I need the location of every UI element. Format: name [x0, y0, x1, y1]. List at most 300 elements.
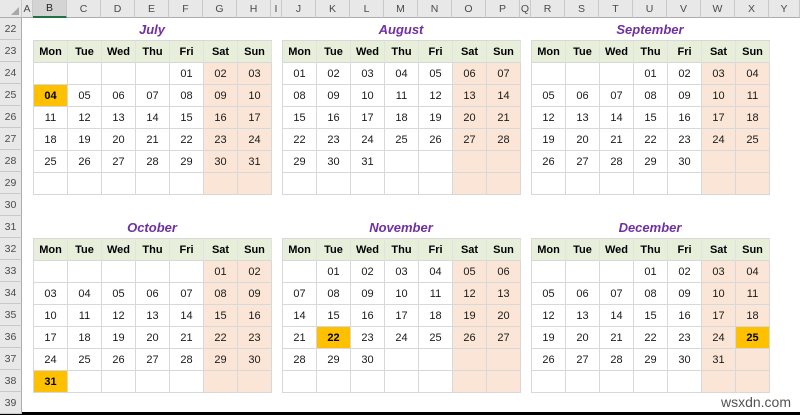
column-header-G[interactable]: G: [203, 0, 237, 18]
date-cell[interactable]: [453, 349, 487, 371]
date-cell[interactable]: 07: [283, 283, 317, 305]
date-cell[interactable]: 23: [668, 327, 702, 349]
date-cell[interactable]: [102, 173, 136, 195]
date-cell[interactable]: [532, 371, 566, 393]
date-cell[interactable]: [385, 173, 419, 195]
date-cell[interactable]: 02: [317, 63, 351, 85]
date-cell[interactable]: 02: [668, 261, 702, 283]
date-cell[interactable]: 23: [668, 129, 702, 151]
day-header-cell[interactable]: Mon: [283, 41, 317, 63]
day-header-cell[interactable]: Sat: [453, 41, 487, 63]
date-cell[interactable]: 26: [68, 151, 102, 173]
day-header-cell[interactable]: Sun: [238, 239, 272, 261]
date-cell[interactable]: 15: [283, 107, 317, 129]
row-header-25[interactable]: 25: [0, 84, 22, 106]
date-cell[interactable]: [668, 173, 702, 195]
column-header-D[interactable]: D: [101, 0, 135, 18]
date-cell[interactable]: [532, 173, 566, 195]
date-cell[interactable]: [453, 173, 487, 195]
date-cell[interactable]: 01: [170, 63, 204, 85]
date-cell[interactable]: 24: [34, 349, 68, 371]
date-cell[interactable]: [283, 261, 317, 283]
date-cell[interactable]: 10: [351, 85, 385, 107]
day-header-cell[interactable]: Sun: [736, 41, 770, 63]
date-cell[interactable]: [238, 371, 272, 393]
date-cell[interactable]: [68, 63, 102, 85]
date-cell[interactable]: 02: [238, 261, 272, 283]
date-cell[interactable]: [702, 151, 736, 173]
day-header-cell[interactable]: Wed: [102, 41, 136, 63]
date-cell[interactable]: [487, 151, 521, 173]
date-cell[interactable]: 04: [736, 261, 770, 283]
date-cell[interactable]: 11: [34, 107, 68, 129]
date-cell[interactable]: 27: [453, 129, 487, 151]
date-cell[interactable]: [136, 63, 170, 85]
column-header-E[interactable]: E: [135, 0, 169, 18]
date-cell[interactable]: 07: [600, 283, 634, 305]
row-header-38[interactable]: 38: [0, 370, 22, 392]
date-cell[interactable]: [385, 371, 419, 393]
date-cell[interactable]: 30: [668, 349, 702, 371]
day-header-cell[interactable]: Wed: [600, 41, 634, 63]
row-header-27[interactable]: 27: [0, 128, 22, 150]
day-header-cell[interactable]: Thu: [385, 41, 419, 63]
date-cell[interactable]: 30: [204, 151, 238, 173]
date-cell[interactable]: 11: [736, 85, 770, 107]
date-cell[interactable]: 14: [600, 107, 634, 129]
day-header-cell[interactable]: Sun: [736, 239, 770, 261]
date-cell[interactable]: 09: [351, 283, 385, 305]
day-header-cell[interactable]: Sat: [204, 239, 238, 261]
date-cell[interactable]: 09: [668, 283, 702, 305]
column-header-H[interactable]: H: [237, 0, 271, 18]
date-cell[interactable]: 28: [283, 349, 317, 371]
select-all-corner[interactable]: [0, 0, 22, 18]
date-cell[interactable]: 18: [385, 107, 419, 129]
column-header-X[interactable]: X: [735, 0, 769, 18]
month-title-december[interactable]: December: [618, 219, 682, 235]
date-cell[interactable]: 01: [204, 261, 238, 283]
date-cell[interactable]: 23: [317, 129, 351, 151]
date-cell[interactable]: 30: [351, 349, 385, 371]
date-cell[interactable]: 14: [283, 305, 317, 327]
date-cell[interactable]: 01: [634, 63, 668, 85]
date-cell[interactable]: 03: [34, 283, 68, 305]
date-cell[interactable]: 10: [702, 85, 736, 107]
date-cell[interactable]: 06: [136, 283, 170, 305]
date-cell[interactable]: 20: [566, 327, 600, 349]
date-cell[interactable]: [204, 371, 238, 393]
day-header-cell[interactable]: Mon: [532, 41, 566, 63]
day-header-cell[interactable]: Tue: [68, 239, 102, 261]
date-cell[interactable]: 18: [736, 107, 770, 129]
column-header-S[interactable]: S: [565, 0, 599, 18]
date-cell[interactable]: [487, 349, 521, 371]
month-title-october[interactable]: October: [127, 219, 177, 235]
date-cell[interactable]: [385, 349, 419, 371]
day-header-cell[interactable]: Wed: [351, 239, 385, 261]
date-cell[interactable]: 19: [419, 107, 453, 129]
date-cell[interactable]: 29: [204, 349, 238, 371]
column-header-J[interactable]: J: [282, 0, 316, 18]
date-cell[interactable]: 17: [702, 107, 736, 129]
date-cell[interactable]: 31: [702, 349, 736, 371]
date-cell[interactable]: 28: [600, 349, 634, 371]
date-cell[interactable]: 09: [204, 85, 238, 107]
date-cell[interactable]: 01: [317, 261, 351, 283]
date-cell[interactable]: [68, 261, 102, 283]
date-cell[interactable]: 05: [102, 283, 136, 305]
date-cell[interactable]: [487, 371, 521, 393]
date-cell[interactable]: 18: [736, 305, 770, 327]
row-header-24[interactable]: 24: [0, 62, 22, 84]
date-cell[interactable]: 15: [317, 305, 351, 327]
date-cell[interactable]: [566, 261, 600, 283]
date-cell[interactable]: 24: [351, 129, 385, 151]
date-cell[interactable]: 08: [283, 85, 317, 107]
date-cell[interactable]: 16: [204, 107, 238, 129]
date-cell[interactable]: 28: [600, 151, 634, 173]
date-cell-highlighted[interactable]: 25: [736, 327, 770, 349]
date-cell[interactable]: 01: [634, 261, 668, 283]
date-cell[interactable]: 25: [34, 151, 68, 173]
date-cell[interactable]: 02: [668, 63, 702, 85]
date-cell[interactable]: 12: [419, 85, 453, 107]
date-cell[interactable]: [68, 371, 102, 393]
date-cell[interactable]: 24: [702, 327, 736, 349]
date-cell[interactable]: [634, 173, 668, 195]
date-cell[interactable]: 26: [102, 349, 136, 371]
day-header-cell[interactable]: Fri: [668, 41, 702, 63]
date-cell[interactable]: 05: [453, 261, 487, 283]
date-cell[interactable]: 13: [453, 85, 487, 107]
date-cell[interactable]: 14: [600, 305, 634, 327]
date-cell[interactable]: 28: [487, 129, 521, 151]
row-header-32[interactable]: 32: [0, 238, 22, 260]
date-cell[interactable]: 14: [487, 85, 521, 107]
date-cell[interactable]: 29: [317, 349, 351, 371]
date-cell[interactable]: [170, 371, 204, 393]
date-cell[interactable]: 14: [170, 305, 204, 327]
day-header-cell[interactable]: Fri: [419, 41, 453, 63]
date-cell[interactable]: 15: [634, 107, 668, 129]
date-cell[interactable]: [736, 151, 770, 173]
date-cell[interactable]: 08: [170, 85, 204, 107]
day-header-cell[interactable]: Mon: [34, 41, 68, 63]
date-cell[interactable]: 19: [532, 129, 566, 151]
date-cell[interactable]: 21: [170, 327, 204, 349]
date-cell[interactable]: 05: [532, 283, 566, 305]
date-cell[interactable]: 22: [283, 129, 317, 151]
date-cell[interactable]: [532, 63, 566, 85]
column-header-F[interactable]: F: [169, 0, 203, 18]
date-cell-highlighted[interactable]: 04: [34, 85, 68, 107]
date-cell[interactable]: [419, 151, 453, 173]
day-header-cell[interactable]: Fri: [419, 239, 453, 261]
date-cell[interactable]: 21: [600, 327, 634, 349]
date-cell[interactable]: 26: [532, 151, 566, 173]
date-cell[interactable]: 26: [419, 129, 453, 151]
day-header-cell[interactable]: Wed: [351, 41, 385, 63]
date-cell[interactable]: 03: [702, 261, 736, 283]
day-header-cell[interactable]: Tue: [68, 41, 102, 63]
date-cell[interactable]: [136, 371, 170, 393]
date-cell[interactable]: 07: [600, 85, 634, 107]
day-header-cell[interactable]: Sun: [487, 239, 521, 261]
day-header-cell[interactable]: Tue: [566, 239, 600, 261]
date-cell[interactable]: [283, 173, 317, 195]
date-cell[interactable]: 25: [385, 129, 419, 151]
date-cell[interactable]: [102, 261, 136, 283]
date-cell[interactable]: [238, 173, 272, 195]
row-header-26[interactable]: 26: [0, 106, 22, 128]
date-cell[interactable]: 24: [385, 327, 419, 349]
date-cell[interactable]: 29: [283, 151, 317, 173]
day-header-cell[interactable]: Sat: [702, 41, 736, 63]
date-cell[interactable]: 10: [702, 283, 736, 305]
date-cell[interactable]: [317, 371, 351, 393]
date-cell[interactable]: 29: [634, 151, 668, 173]
date-cell[interactable]: 06: [487, 261, 521, 283]
date-cell[interactable]: 16: [668, 107, 702, 129]
day-header-cell[interactable]: Tue: [317, 41, 351, 63]
date-cell[interactable]: [702, 173, 736, 195]
date-cell[interactable]: [68, 173, 102, 195]
month-title-november[interactable]: November: [369, 219, 433, 235]
date-cell[interactable]: 03: [238, 63, 272, 85]
date-cell[interactable]: 22: [634, 129, 668, 151]
row-header-22[interactable]: 22: [0, 18, 22, 40]
date-cell[interactable]: 12: [453, 283, 487, 305]
date-cell[interactable]: 02: [204, 63, 238, 85]
row-header-33[interactable]: 33: [0, 260, 22, 282]
date-cell[interactable]: 12: [68, 107, 102, 129]
date-cell[interactable]: 21: [136, 129, 170, 151]
date-cell[interactable]: 23: [351, 327, 385, 349]
date-cell[interactable]: 28: [170, 349, 204, 371]
date-cell[interactable]: 10: [385, 283, 419, 305]
day-header-cell[interactable]: Thu: [634, 239, 668, 261]
day-header-cell[interactable]: Mon: [532, 239, 566, 261]
date-cell[interactable]: 11: [736, 283, 770, 305]
column-header-A[interactable]: A: [22, 0, 33, 18]
date-cell[interactable]: [600, 173, 634, 195]
date-cell[interactable]: 04: [385, 63, 419, 85]
date-cell[interactable]: 23: [204, 129, 238, 151]
date-cell[interactable]: 11: [419, 283, 453, 305]
date-cell[interactable]: 14: [136, 107, 170, 129]
date-cell[interactable]: 16: [317, 107, 351, 129]
date-cell[interactable]: [702, 371, 736, 393]
month-title-september[interactable]: September: [616, 21, 684, 37]
date-cell[interactable]: 05: [419, 63, 453, 85]
date-cell[interactable]: 05: [68, 85, 102, 107]
date-cell-highlighted[interactable]: 31: [34, 371, 68, 393]
date-cell[interactable]: 02: [351, 261, 385, 283]
date-cell[interactable]: 30: [238, 349, 272, 371]
date-cell[interactable]: 09: [668, 85, 702, 107]
date-cell[interactable]: [566, 63, 600, 85]
date-cell[interactable]: 11: [385, 85, 419, 107]
date-cell[interactable]: 17: [702, 305, 736, 327]
date-cell[interactable]: 20: [487, 305, 521, 327]
date-cell[interactable]: 25: [419, 327, 453, 349]
date-cell[interactable]: 08: [317, 283, 351, 305]
date-cell[interactable]: [668, 371, 702, 393]
date-cell[interactable]: 19: [102, 327, 136, 349]
date-cell[interactable]: 28: [136, 151, 170, 173]
date-cell[interactable]: [532, 261, 566, 283]
date-cell[interactable]: 17: [351, 107, 385, 129]
date-cell[interactable]: 12: [102, 305, 136, 327]
date-cell[interactable]: 18: [419, 305, 453, 327]
date-cell[interactable]: 13: [487, 283, 521, 305]
date-cell[interactable]: 23: [238, 327, 272, 349]
date-cell[interactable]: 20: [102, 129, 136, 151]
date-cell[interactable]: 06: [566, 85, 600, 107]
date-cell[interactable]: 07: [487, 63, 521, 85]
column-header-N[interactable]: N: [418, 0, 452, 18]
day-header-cell[interactable]: Fri: [170, 239, 204, 261]
date-cell[interactable]: 05: [532, 85, 566, 107]
row-header-37[interactable]: 37: [0, 348, 22, 370]
day-header-cell[interactable]: Thu: [136, 41, 170, 63]
date-cell[interactable]: 06: [102, 85, 136, 107]
day-header-cell[interactable]: Sat: [204, 41, 238, 63]
date-cell[interactable]: [419, 173, 453, 195]
date-cell[interactable]: [317, 173, 351, 195]
date-cell[interactable]: 12: [532, 107, 566, 129]
row-header-30[interactable]: 30: [0, 194, 22, 216]
row-header-35[interactable]: 35: [0, 304, 22, 326]
date-cell[interactable]: 20: [453, 107, 487, 129]
date-cell[interactable]: 27: [487, 327, 521, 349]
date-cell[interactable]: 27: [566, 151, 600, 173]
day-header-cell[interactable]: Thu: [385, 239, 419, 261]
date-cell[interactable]: 17: [34, 327, 68, 349]
date-cell[interactable]: 21: [487, 107, 521, 129]
date-cell[interactable]: 21: [283, 327, 317, 349]
day-header-cell[interactable]: Tue: [317, 239, 351, 261]
row-header-34[interactable]: 34: [0, 282, 22, 304]
column-header-B[interactable]: B: [33, 0, 67, 18]
date-cell[interactable]: [204, 173, 238, 195]
date-cell[interactable]: [736, 173, 770, 195]
date-cell[interactable]: 04: [736, 63, 770, 85]
date-cell[interactable]: 10: [238, 85, 272, 107]
day-header-cell[interactable]: Tue: [566, 41, 600, 63]
day-header-cell[interactable]: Sat: [453, 239, 487, 261]
date-cell[interactable]: 30: [317, 151, 351, 173]
date-cell[interactable]: [634, 371, 668, 393]
date-cell[interactable]: [136, 261, 170, 283]
date-cell[interactable]: 13: [136, 305, 170, 327]
date-cell[interactable]: [170, 173, 204, 195]
date-cell[interactable]: 15: [170, 107, 204, 129]
date-cell[interactable]: [419, 371, 453, 393]
date-cell[interactable]: [351, 173, 385, 195]
date-cell[interactable]: 13: [566, 107, 600, 129]
date-cell[interactable]: 17: [238, 107, 272, 129]
date-cell[interactable]: 16: [351, 305, 385, 327]
month-title-july[interactable]: July: [138, 21, 165, 37]
date-cell[interactable]: [351, 371, 385, 393]
row-header-28[interactable]: 28: [0, 150, 22, 172]
row-header-31[interactable]: 31: [0, 216, 22, 238]
day-header-cell[interactable]: Wed: [102, 239, 136, 261]
date-cell[interactable]: [170, 261, 204, 283]
date-cell[interactable]: 22: [634, 327, 668, 349]
date-cell[interactable]: 08: [204, 283, 238, 305]
date-cell-highlighted[interactable]: 22: [317, 327, 351, 349]
month-title-august[interactable]: August: [378, 21, 424, 37]
date-cell[interactable]: [102, 371, 136, 393]
column-header-M[interactable]: M: [384, 0, 418, 18]
date-cell[interactable]: 13: [102, 107, 136, 129]
date-cell[interactable]: [283, 371, 317, 393]
date-cell[interactable]: 18: [34, 129, 68, 151]
column-header-Y[interactable]: Y: [769, 0, 800, 18]
day-header-cell[interactable]: Fri: [170, 41, 204, 63]
date-cell[interactable]: [453, 371, 487, 393]
column-header-O[interactable]: O: [452, 0, 486, 18]
date-cell[interactable]: 21: [600, 129, 634, 151]
date-cell[interactable]: [453, 151, 487, 173]
date-cell[interactable]: [600, 261, 634, 283]
row-header-23[interactable]: 23: [0, 40, 22, 62]
date-cell[interactable]: 16: [668, 305, 702, 327]
date-cell[interactable]: 25: [68, 349, 102, 371]
date-cell[interactable]: 15: [204, 305, 238, 327]
day-header-cell[interactable]: Mon: [34, 239, 68, 261]
date-cell[interactable]: 24: [238, 129, 272, 151]
date-cell[interactable]: 31: [238, 151, 272, 173]
date-cell[interactable]: 26: [453, 327, 487, 349]
day-header-cell[interactable]: Thu: [634, 41, 668, 63]
date-cell[interactable]: 24: [702, 129, 736, 151]
date-cell[interactable]: [102, 63, 136, 85]
column-header-I[interactable]: I: [271, 0, 282, 18]
date-cell[interactable]: 04: [68, 283, 102, 305]
date-cell[interactable]: [566, 371, 600, 393]
day-header-cell[interactable]: Wed: [600, 239, 634, 261]
day-header-cell[interactable]: Sun: [487, 41, 521, 63]
date-cell[interactable]: 19: [453, 305, 487, 327]
column-header-K[interactable]: K: [316, 0, 350, 18]
date-cell[interactable]: 12: [532, 305, 566, 327]
date-cell[interactable]: 08: [634, 85, 668, 107]
date-cell[interactable]: 07: [136, 85, 170, 107]
date-cell[interactable]: 15: [634, 305, 668, 327]
row-header-39[interactable]: 39: [0, 392, 22, 414]
column-header-P[interactable]: P: [486, 0, 520, 18]
date-cell[interactable]: 01: [283, 63, 317, 85]
date-cell[interactable]: 27: [102, 151, 136, 173]
day-header-cell[interactable]: Mon: [283, 239, 317, 261]
date-cell[interactable]: [34, 63, 68, 85]
date-cell[interactable]: [600, 63, 634, 85]
date-cell[interactable]: 13: [566, 305, 600, 327]
column-header-Q[interactable]: Q: [520, 0, 531, 18]
date-cell[interactable]: 06: [453, 63, 487, 85]
date-cell[interactable]: 09: [238, 283, 272, 305]
date-cell[interactable]: 11: [68, 305, 102, 327]
date-cell[interactable]: 10: [34, 305, 68, 327]
date-cell[interactable]: 29: [634, 349, 668, 371]
date-cell[interactable]: 31: [351, 151, 385, 173]
date-cell[interactable]: [566, 173, 600, 195]
date-cell[interactable]: 17: [385, 305, 419, 327]
